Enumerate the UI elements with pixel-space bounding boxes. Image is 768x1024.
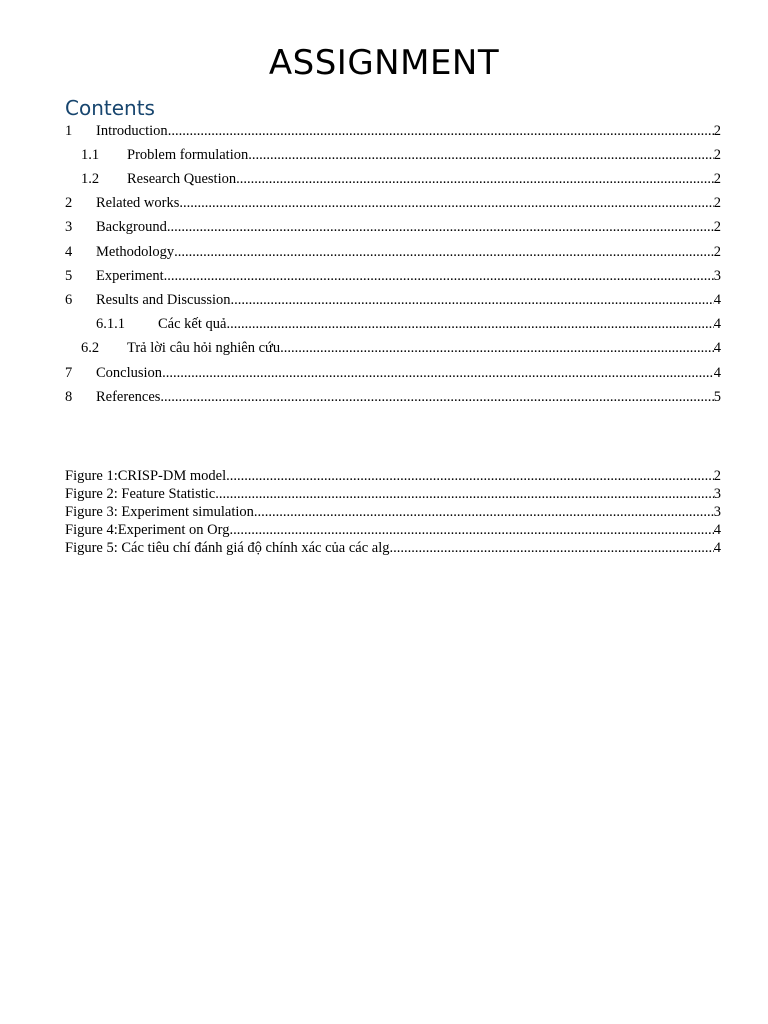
toc-entry-background[interactable] xyxy=(65,218,721,236)
toc-entry-related-works[interactable] xyxy=(65,194,721,212)
toc-entry-page: 2 xyxy=(713,244,721,260)
figure-entry-page: 3 xyxy=(713,486,721,502)
figure-entry[interactable] xyxy=(65,521,721,539)
dot-leader xyxy=(215,485,714,503)
toc-entry-page: 2 xyxy=(713,147,721,163)
toc-entry-research-question[interactable] xyxy=(65,170,721,188)
toc-entry-number: 8 xyxy=(65,389,73,405)
figure-entry-page: 4 xyxy=(713,540,721,556)
dot-leader xyxy=(174,243,714,261)
figure-entry-label: Figure 1:CRISP-DM model xyxy=(65,468,227,484)
toc-entry-page: 4 xyxy=(713,316,721,332)
toc-entry-conclusion[interactable] xyxy=(65,364,721,382)
figure-entry-page: 4 xyxy=(713,522,721,538)
toc-entry-number: 1 xyxy=(65,123,73,139)
dot-leader xyxy=(226,315,713,333)
figure-entry-label: Figure 5: Các tiêu chí đánh giá độ chính xác của các alg xyxy=(65,540,390,556)
figure-entry-label: Figure 3: Experiment simulation xyxy=(65,504,254,520)
toc-entry-page: 2 xyxy=(713,219,721,235)
toc-entry-label: Problem formulation xyxy=(127,147,249,163)
toc-entry-label: Methodology xyxy=(96,244,175,260)
toc-entry-page: 2 xyxy=(713,171,721,187)
figure-entry[interactable] xyxy=(65,467,721,485)
toc-entry-number: 4 xyxy=(65,244,73,260)
figure-entry-label: Figure 4:Experiment on Org xyxy=(65,522,230,538)
toc-entry-number: 6 xyxy=(65,292,73,308)
toc-entry-cac-ket-qua[interactable] xyxy=(65,315,721,333)
toc-entry-number: 1.1 xyxy=(81,147,100,163)
dot-leader xyxy=(167,218,714,236)
toc-entry-label: Introduction xyxy=(96,123,168,139)
dot-leader xyxy=(236,170,714,188)
toc-entry-page: 4 xyxy=(713,340,721,356)
dot-leader xyxy=(162,364,714,382)
toc-entry-label: Conclusion xyxy=(96,365,163,381)
toc-entry-tra-loi-cau-hoi[interactable] xyxy=(65,339,721,357)
toc-entry-introduction[interactable] xyxy=(65,122,721,140)
toc-entry-page: 4 xyxy=(713,292,721,308)
toc-entry-page: 2 xyxy=(713,195,721,211)
toc-entry-label: Các kết quả xyxy=(158,316,227,332)
toc-entry-problem-formulation[interactable] xyxy=(65,146,721,164)
toc-entry-references[interactable] xyxy=(65,388,721,406)
toc-entry-label: Related works xyxy=(96,195,180,211)
toc-entry-page: 3 xyxy=(713,268,721,284)
dot-leader xyxy=(229,521,713,539)
figure-entry[interactable] xyxy=(65,503,721,521)
dot-leader xyxy=(179,194,713,212)
toc-entry-page: 5 xyxy=(713,389,721,405)
toc-entry-number: 6.2 xyxy=(81,340,100,356)
figure-entry-label: Figure 2: Feature Statistic xyxy=(65,486,216,502)
toc-entry-number: 5 xyxy=(65,268,73,284)
dot-leader xyxy=(226,467,714,485)
toc-entry-label: Experiment xyxy=(96,268,164,284)
toc-entry-page: 4 xyxy=(713,365,721,381)
contents-heading: Contents xyxy=(65,96,155,120)
toc-entry-number: 2 xyxy=(65,195,73,211)
toc-entry-number: 7 xyxy=(65,365,73,381)
toc-entry-label: Background xyxy=(96,219,167,235)
toc-entry-number: 3 xyxy=(65,219,73,235)
toc-entry-experiment[interactable] xyxy=(65,267,721,285)
toc-entry-label: Results and Discussion xyxy=(96,292,231,308)
toc-entry-methodology[interactable] xyxy=(65,243,721,261)
dot-leader xyxy=(280,339,714,357)
dot-leader xyxy=(160,388,713,406)
dot-leader xyxy=(231,291,714,309)
dot-leader xyxy=(164,267,714,285)
toc-entry-number: 6.1.1 xyxy=(96,316,125,332)
toc-entry-page: 2 xyxy=(713,123,721,139)
figure-entry[interactable] xyxy=(65,539,721,557)
figure-entry-page: 2 xyxy=(713,468,721,484)
figure-entry[interactable] xyxy=(65,485,721,503)
toc-entry-results-and-discussion[interactable] xyxy=(65,291,721,309)
figure-entry-page: 3 xyxy=(713,504,721,520)
dot-leader xyxy=(254,503,714,521)
dot-leader xyxy=(390,539,714,557)
toc-entry-label: References xyxy=(96,389,161,405)
toc-entry-number: 1.2 xyxy=(81,171,100,187)
document-title: ASSIGNMENT xyxy=(268,43,500,83)
dot-leader xyxy=(248,146,714,164)
dot-leader xyxy=(168,122,714,140)
toc-entry-label: Research Question xyxy=(127,171,237,187)
toc-entry-label: Trả lời câu hỏi nghiên cứu xyxy=(127,340,281,356)
